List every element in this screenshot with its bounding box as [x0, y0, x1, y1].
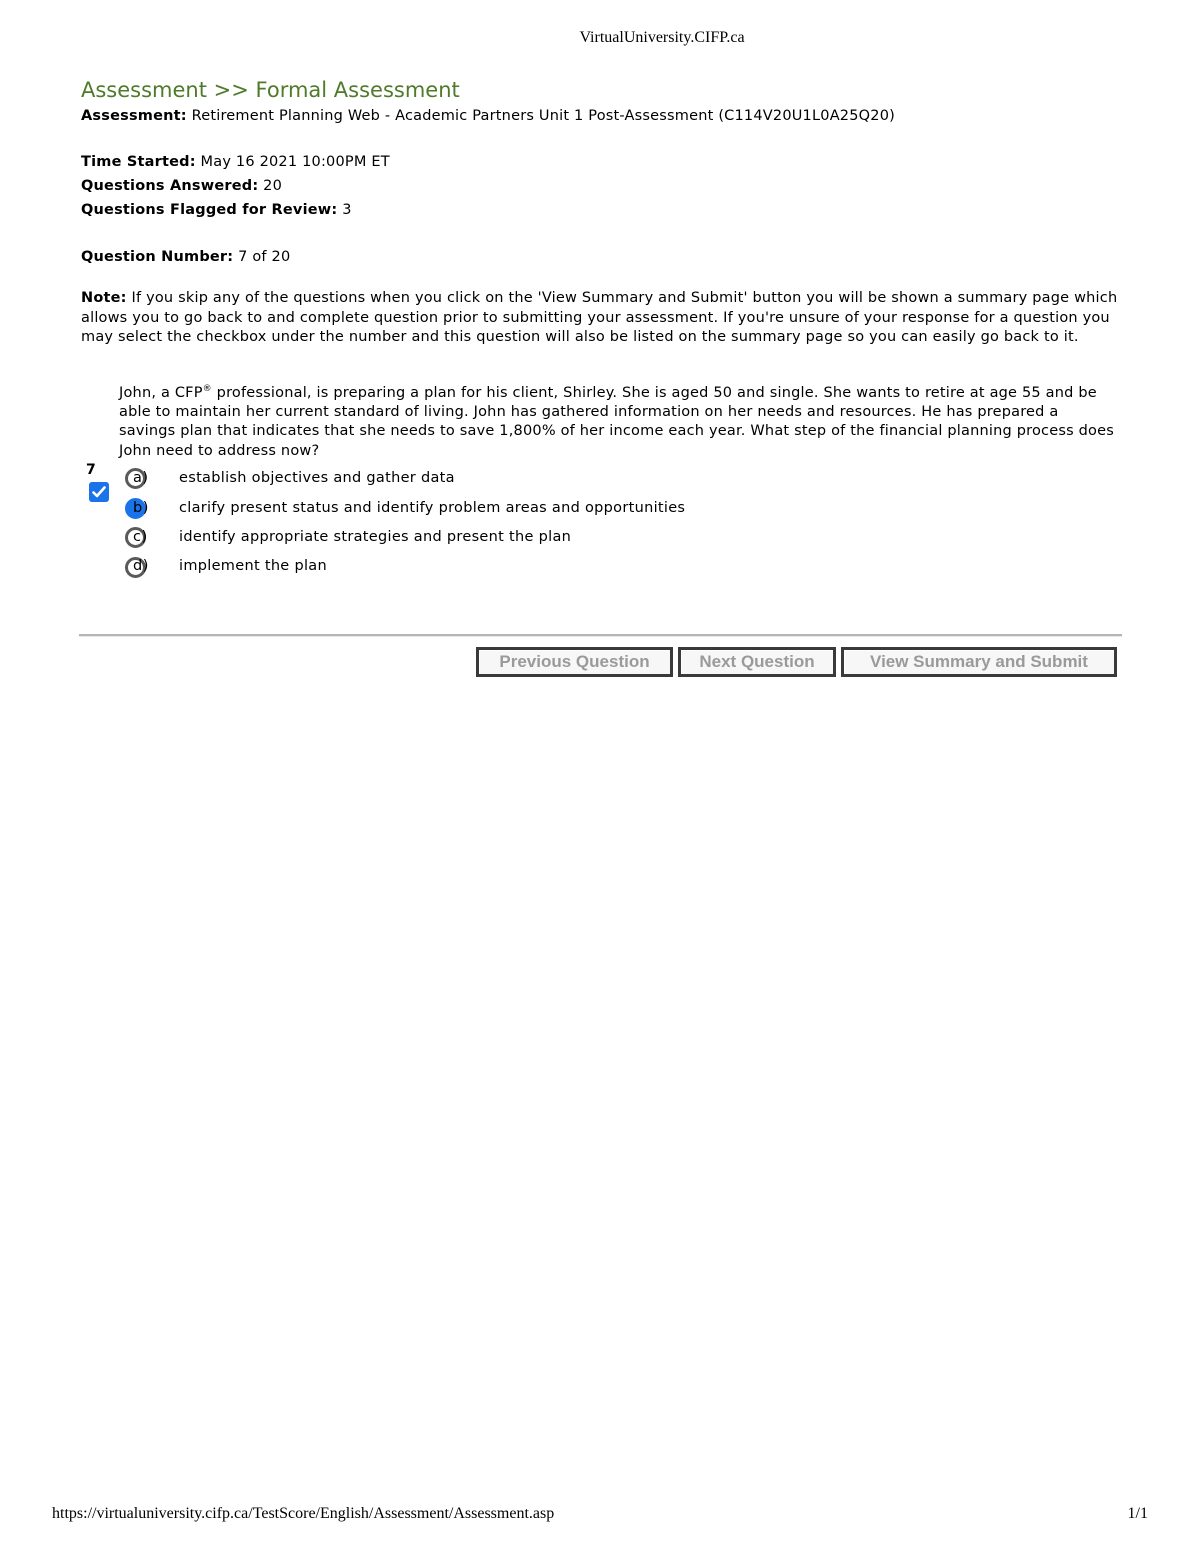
- time-started-line: [81, 150, 1121, 174]
- option-c-letter: c): [133, 529, 148, 546]
- page-title: Assessment >> Formal Assessment: [81, 78, 460, 102]
- question-number-value: 7 of 20: [238, 249, 291, 265]
- option-b-letter: b): [133, 500, 149, 517]
- answer-area: [81, 461, 1121, 591]
- assessment-label: Assessment:: [81, 108, 187, 124]
- time-started-value: May 16 2021 10:00PM ET: [200, 154, 390, 170]
- view-summary-submit-button[interactable]: View Summary and Submit: [841, 647, 1117, 677]
- question-text-start: John, a CFP: [119, 384, 203, 401]
- checkmark-icon: [92, 486, 106, 498]
- option-a-letter: a): [133, 470, 149, 487]
- time-started-label: Time Started:: [81, 154, 196, 170]
- option-c-text: identify appropriate strategies and present the plan: [179, 529, 572, 546]
- assessment-content: [81, 76, 1121, 591]
- print-header: VirtualUniversity.CIFP.ca: [579, 29, 745, 46]
- print-footer-page: 1/1: [1127, 1505, 1148, 1522]
- assessment-line: [81, 104, 1121, 128]
- note-label: Note:: [81, 290, 127, 306]
- option-a-text: establish objectives and gather data: [179, 470, 455, 487]
- option-d-letter: d): [133, 558, 149, 575]
- divider: [79, 634, 1122, 637]
- note-text: If you skip any of the questions when you click on the 'View Summary and Submit' button you will be shown a summary page which allows you to go back to and complete question prior to submitting your assessment. If you're unsure of your response for a question you may select the checkbox under the number and this question will also be listed on the summary page so you can easily go back to it.: [81, 290, 1118, 345]
- questions-flagged-line: [81, 198, 1121, 222]
- question-number-line: [81, 245, 1121, 269]
- option-b-text: clarify present status and identify problem areas and opportunities: [179, 500, 686, 517]
- question-text: [81, 380, 1119, 462]
- question-number-badge: 7: [86, 462, 96, 479]
- questions-flagged-value: 3: [342, 202, 352, 218]
- question-text-rest: professional, is preparing a plan for his client, Shirley. She is aged 50 and single. She wants to retire at age 55 and be able to maintain her current standard of living. John has gathered information on her needs and resources. He has prepared a savings plan that indicates that she needs to save 1,800% of her income each year. What step of the financial planning process does John need to address now?: [119, 384, 1115, 459]
- questions-answered-label: Questions Answered:: [81, 178, 259, 194]
- print-footer-url: https://virtualuniversity.cifp.ca/TestScore/English/Assessment/Assessment.asp: [52, 1505, 555, 1522]
- option-d-text: implement the plan: [179, 558, 327, 575]
- questions-answered-line: [81, 174, 1121, 198]
- flag-for-review-checkbox[interactable]: [89, 482, 109, 502]
- registered-mark: ®: [202, 383, 212, 394]
- note: [81, 289, 1123, 348]
- questions-answered-value: 20: [263, 178, 283, 194]
- questions-flagged-label: Questions Flagged for Review:: [81, 202, 338, 218]
- assessment-value: Retirement Planning Web - Academic Partners Unit 1 Post-Assessment (C114V20U1L0A25Q20): [191, 108, 895, 124]
- next-question-button[interactable]: Next Question: [678, 647, 836, 677]
- previous-question-button[interactable]: Previous Question: [476, 647, 673, 677]
- question-number-label: Question Number:: [81, 249, 234, 265]
